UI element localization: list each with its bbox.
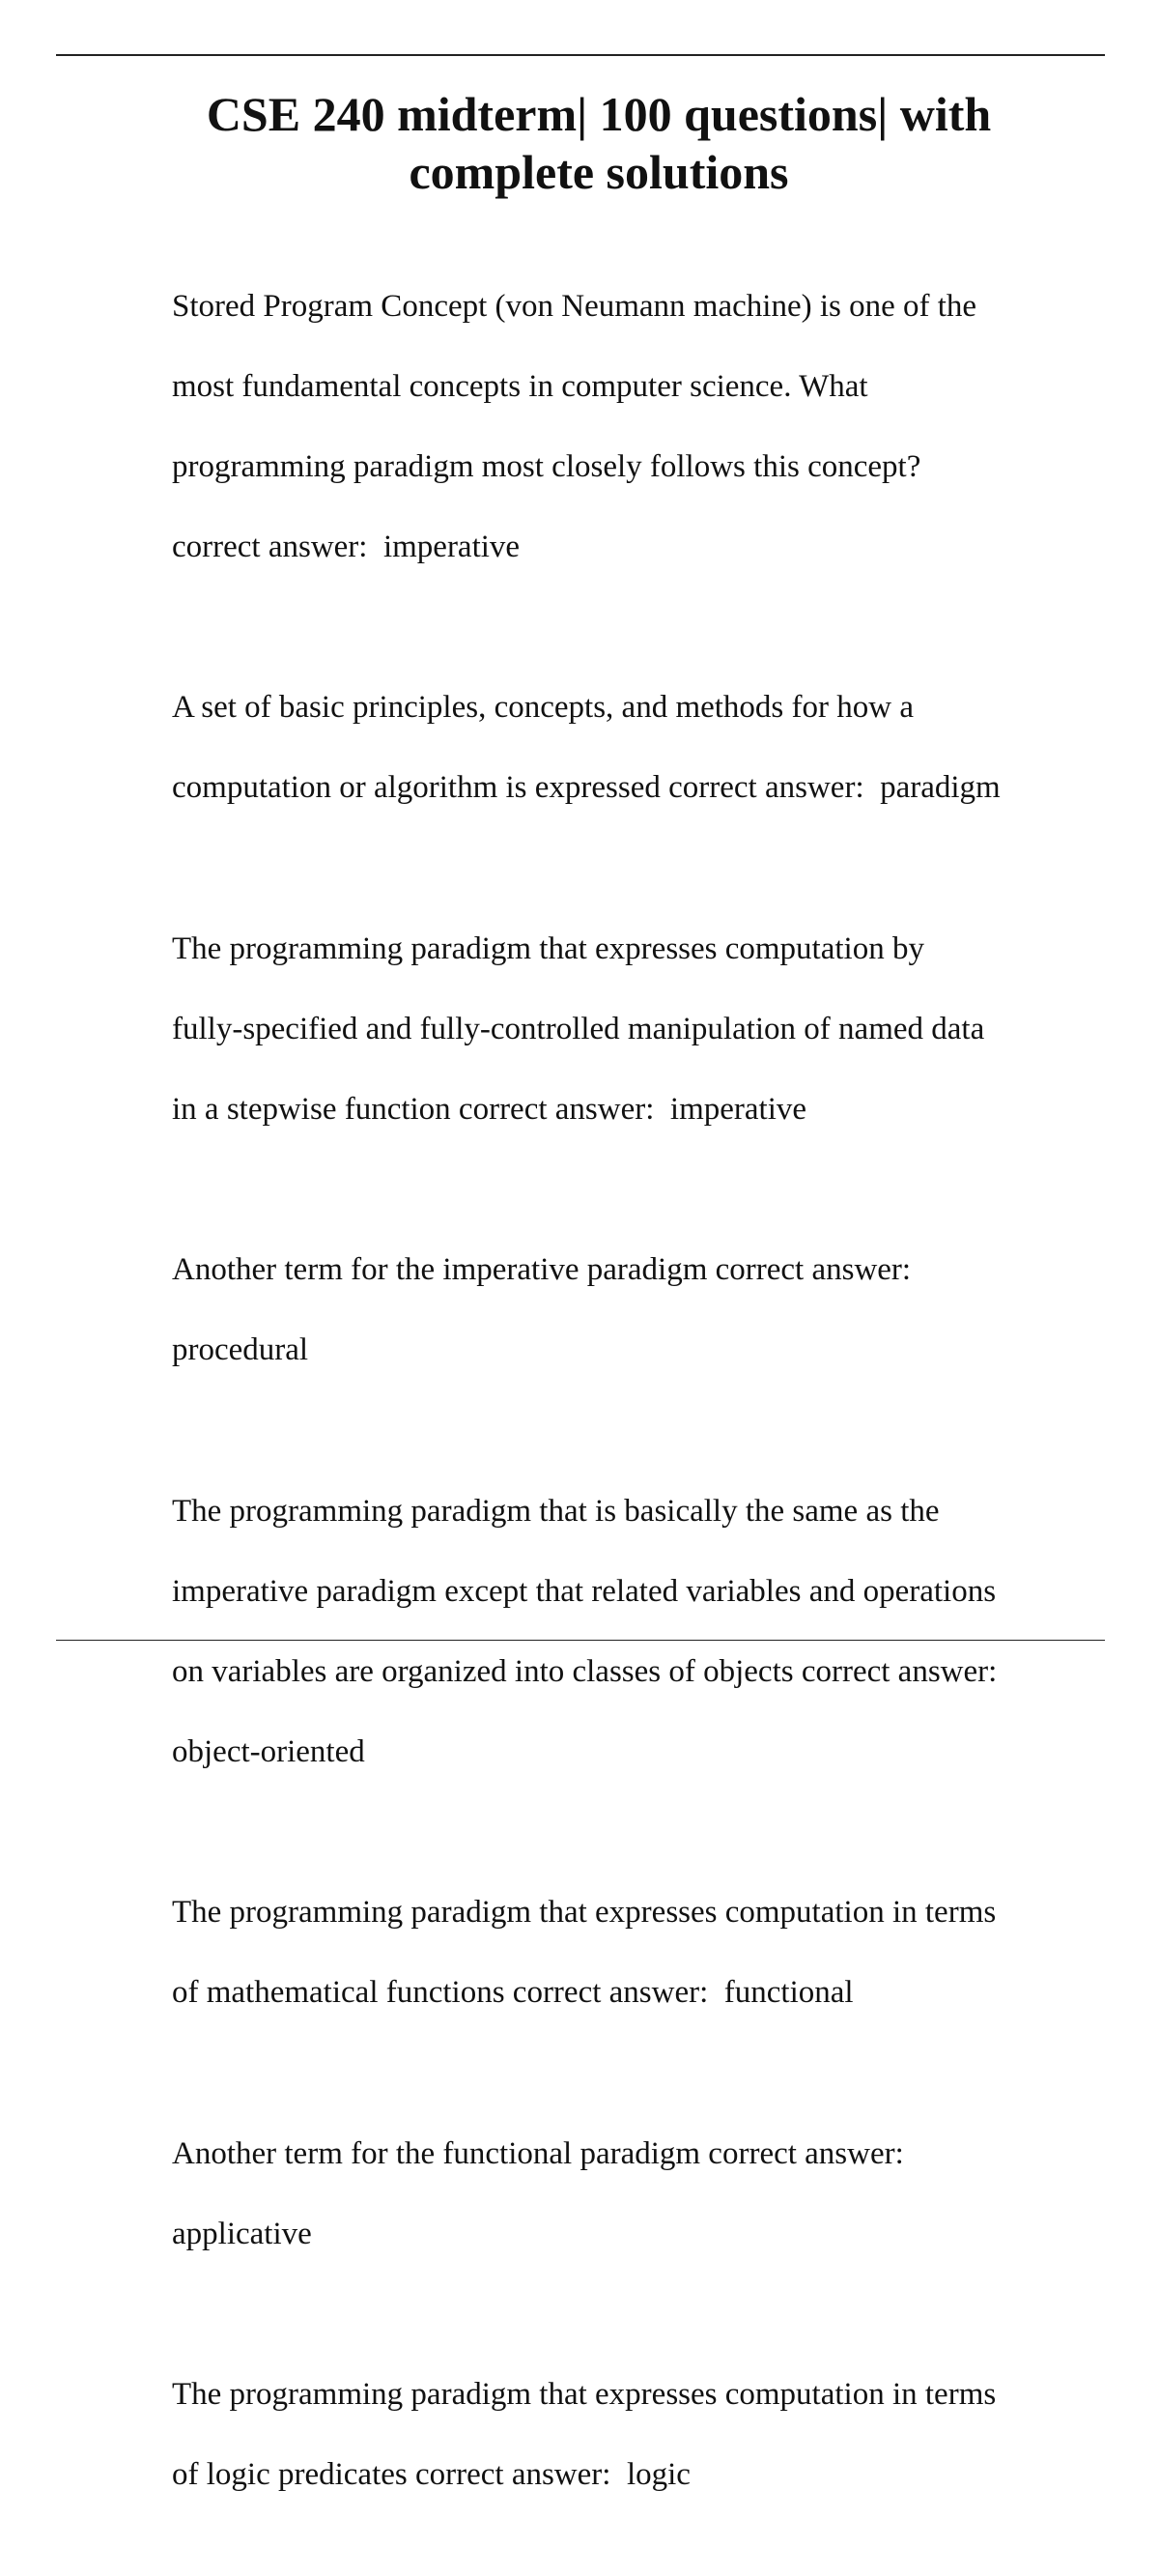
question-item	[140, 889, 1106, 1170]
answer-line: object-oriented	[172, 1733, 365, 1769]
question-line: The programming paradigm that expresses computation in terms	[172, 2377, 997, 2412]
answer-line: computation or algorithm is expressed correct answer: paradigm	[172, 770, 1001, 805]
question-line: The programming paradigm that expresses computation by	[172, 930, 924, 966]
bottom-rule	[56, 1640, 1105, 1641]
question-line: The programming paradigm that is basically the same as the	[172, 1493, 940, 1529]
question-line: fully-specified and fully-controlled manipulation of named data	[172, 1011, 985, 1046]
page-title	[97, 85, 1101, 201]
answer-line: of logic predicates correct answer: logic	[172, 2457, 691, 2492]
question-line: The programming paradigm that expresses computation in terms	[172, 1895, 997, 1930]
answer-line: applicative	[172, 2216, 312, 2251]
question-item	[140, 2094, 1106, 2295]
question-item	[140, 1451, 1106, 1813]
answer-line: procedural	[172, 1332, 309, 1367]
question-line: Another term for the imperative paradigm correct answer:	[172, 1252, 912, 1287]
answer-line: of mathematical functions correct answer: functional	[172, 1975, 854, 2010]
question-line: A set of basic principles, concepts, and methods for how a	[172, 690, 914, 725]
question-line: programming paradigm most closely follows this concept?	[172, 448, 921, 484]
question-item	[140, 1211, 1106, 1412]
question-item	[140, 2335, 1106, 2536]
question-line: Another term for the functional paradigm correct answer:	[172, 2135, 904, 2171]
answer-line: in a stepwise function correct answer: imperative	[172, 1091, 807, 1127]
question-item	[140, 648, 1106, 849]
top-rule	[56, 54, 1105, 56]
question-line: on variables are organized into classes of objects correct answer:	[172, 1653, 998, 1689]
question-line: Stored Program Concept (von Neumann machine) is one of the	[172, 288, 977, 324]
question-item	[140, 1853, 1106, 2054]
title-line-1: CSE 240 midterm| 100 questions| with	[206, 87, 992, 141]
question-line: imperative paradigm except that related variables and operations	[172, 1573, 997, 1609]
title-line-2: complete solutions	[409, 145, 789, 199]
answer-line: correct answer: imperative	[172, 529, 521, 564]
question-list	[140, 246, 1106, 2576]
question-line: most fundamental concepts in computer science. What	[172, 368, 868, 404]
question-item	[140, 246, 1106, 608]
